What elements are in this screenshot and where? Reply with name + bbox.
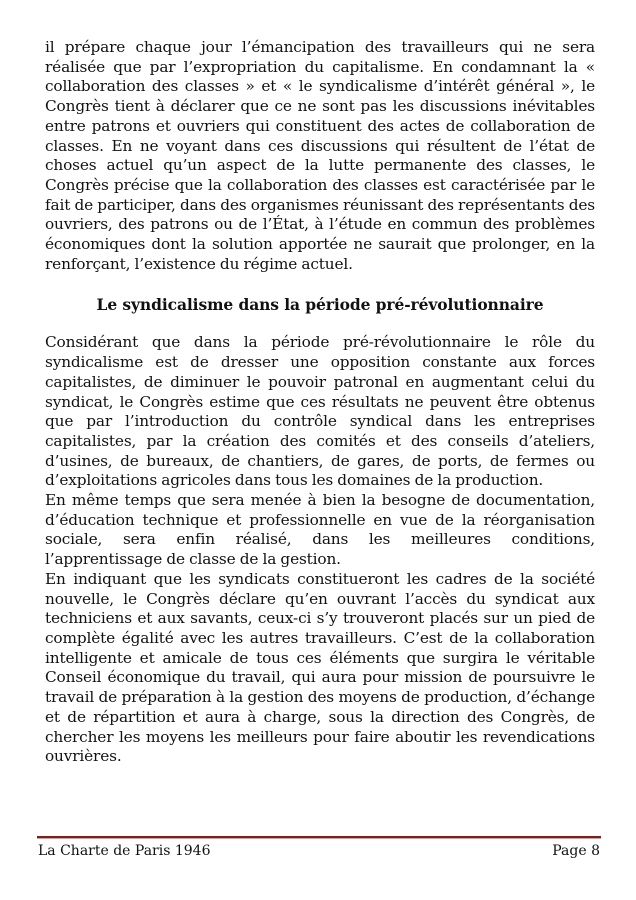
page-number: Page 8 [552,843,600,859]
paragraph-4: En indiquant que les syndicats constitueront les cadres de la société nouvelle, le Congrès déclare qu’en ouvrant l’accès du syndicat aux techniciens et aux savants, ceux-ci s’y trouveront placés sur un pied de complète égalité avec les autres travailleurs. C’est de la collaboration intelligente et amicale de tous ces éléments que surgira le véritable Conseil économique du travail, qui aura pour mission de poursuivre le travail de préparation à la gestion des moyens de production, d’échange et de répartition et aura à charge, sous la direction des Congrès, de chercher les moyens les meilleurs pour faire aboutir les revendications ouvrières. [45,569,595,766]
paragraph-2: Considérant que dans la période pré-révolutionnaire le rôle du syndicalisme est de dresser une opposition constante aux forces capitalistes, de diminuer le pouvoir patronal en augmentant celui du syndicat, le Congrès estime que ces résultats ne peuvent être obtenus que par l’introduction du contrôle syndical dans les entreprises capitalistes, par la création des comités et des conseils d’ateliers, d’usines, de bureaux, de chantiers, de gares, de ports, de fermes ou d’exploitations agricoles dans tous les domaines de la production. [45,333,595,490]
paragraph-1: il prépare chaque jour l’émancipation des travailleurs qui ne sera réalisée que par l’expropriation du capitalisme. En condamnant la « collaboration des classes » et « le syndicalisme d’intérêt général », le Congrès tient à déclarer que ce ne sont pas les discussions inévitables entre patrons et ouvriers qui constituent des actes de collaboration de classes. En ne voyant dans ces discussions qui résultent de l’état de choses actuel qu’un aspect de la lutte permanente des classes, le Congrès précise que la collaboration des classes est caractérisée par le fait de participer, dans des organismes réunissant des représentants des ouvriers, des patrons ou de l’État, à l’étude en commun des problèmes économiques dont la solution apportée ne saurait que prolonger, en la renforçant, l’existence du régime actuel. [45,38,595,273]
section-heading: Le syndicalisme dans la période pré-révolutionnaire [96,295,544,315]
footer-title: La Charte de Paris 1946 [38,843,211,859]
page-footer [38,843,600,859]
paragraph-3: En même temps que sera menée à bien la besogne de documentation, d’éducation technique et professionnelle en vue de la réorganisation sociale, sera enfin réalisé, dans les meilleures conditions, l’apprentissage de classe de la gestion. [45,491,595,569]
document-body [45,38,595,767]
footer-divider [37,836,601,839]
